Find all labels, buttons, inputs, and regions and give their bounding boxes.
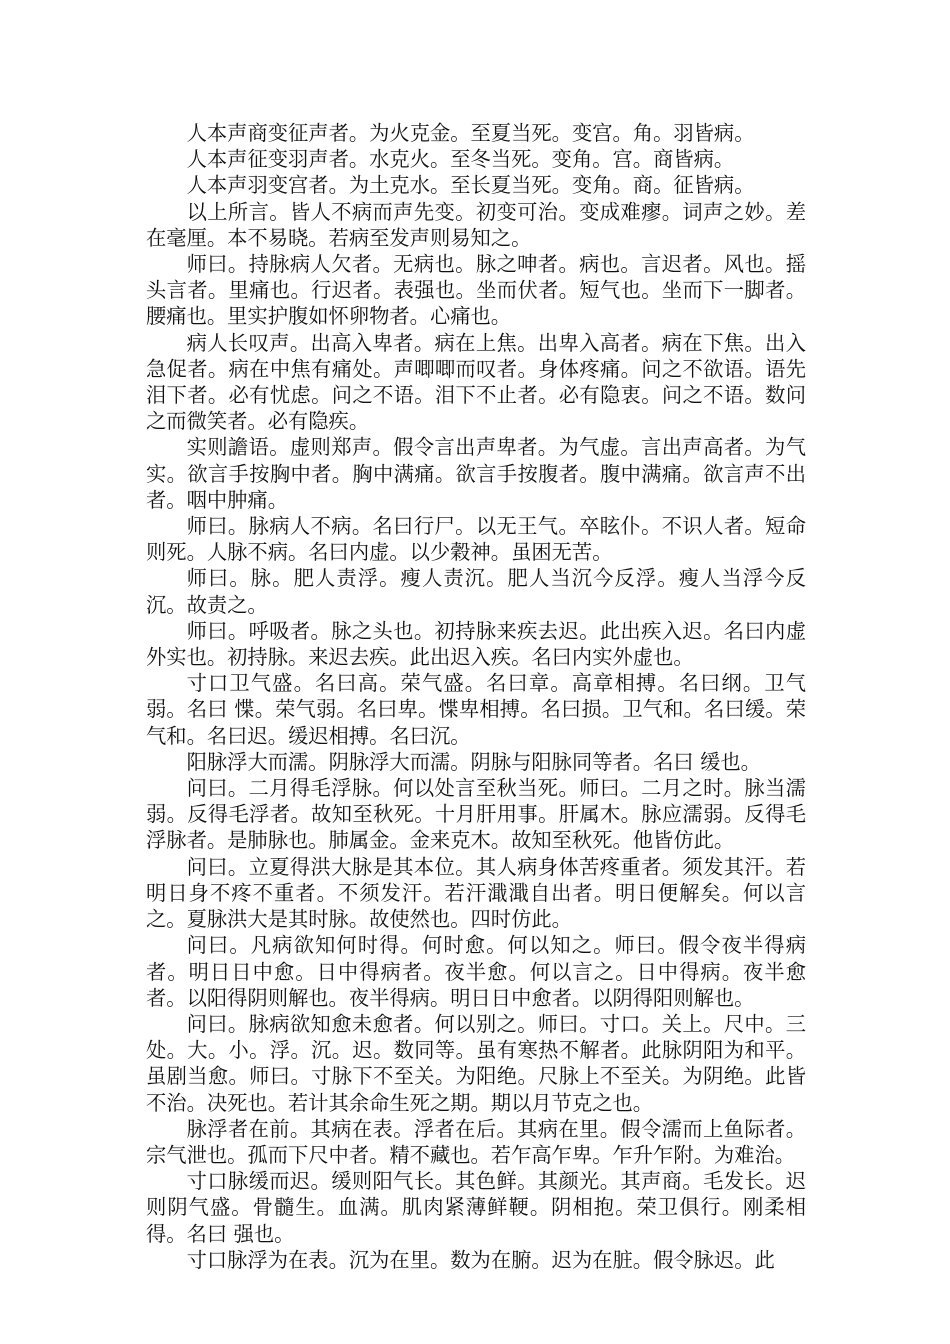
paragraph: 问曰。凡病欲知何时得。何时愈。何以知之。师曰。假令夜半得病者。明日日中愈。日中得病者。夜半愈。何以言之。日中得病。夜半愈者。以阳得阴则解也。夜半得病。明日日中愈者。以阴得阳则解也。 xyxy=(146,933,806,1010)
paragraph: 阳脉浮大而濡。阴脉浮大而濡。阴脉与阳脉同等者。名曰 缓也。 xyxy=(186,749,761,774)
paragraph: 师曰。脉病人不病。名曰行尸。以无王气。卒眩仆。不识人者。短命则死。人脉不病。名曰内虚。以少穀神。虽困无苦。 xyxy=(146,514,806,565)
paragraph: 寸口脉浮为在表。沉为在里。数为在腑。迟为在脏。假令脉迟。此 xyxy=(186,1247,775,1272)
paragraph: 人本声征变羽声者。水克火。至冬当死。变角。宫。商皆病。 xyxy=(186,147,735,172)
paragraph: 问曰。二月得毛浮脉。何以处言至秋当死。师曰。二月之时。脉当濡弱。反得毛浮者。故知至秋死。十月肝用事。肝属木。脉应濡弱。反得毛浮脉者。是肺脉也。肺属金。金来克木。故知至秋死。他皆仿此。 xyxy=(146,776,806,853)
paragraph: 问曰。立夏得洪大脉是其本位。其人病身体苦疼重者。须发其汗。若明日身不疼不重者。不须发汗。若汗濈濈自出者。明日便解矣。何以言之。夏脉洪大是其时脉。故使然也。四时仿此。 xyxy=(146,854,806,932)
paragraph: 实则譫语。虚则郑声。假令言出声卑者。为气虚。言出声高者。为气实。欲言手按胸中者。胸中满痛。欲言手按腹者。腹中满痛。欲言声不出者。咽中肿痛。 xyxy=(146,435,806,512)
paragraph: 寸口脉缓而迟。缓则阳气长。其色鲜。其颜光。其声商。毛发长。迟则阴气盛。骨髓生。血满。肌肉紧薄鲜鞕。阴相抱。荣卫俱行。刚柔相得。名曰 强也。 xyxy=(146,1169,806,1246)
paragraph: 问曰。脉病欲知愈未愈者。何以别之。师曰。寸口。关上。尺中。三处。大。小。浮。沉。迟。数同等。虽有寒热不解者。此脉阴阳为和平。虽剧当愈。师曰。寸脉下不至关。为阳绝。尺脉上不至关。为阴绝。此皆不治。决死也。若计其余命生死之期。期以月节克之也。 xyxy=(146,1011,806,1115)
document-page xyxy=(146,120,806,1273)
paragraph: 以上所言。皆人不病而声先变。初变可治。变成难瘳。词声之妙。差在毫厘。本不易晓。若病至发声则易知之。 xyxy=(146,199,806,250)
paragraph: 病人长叹声。出高入卑者。病在上焦。出卑入高者。病在下焦。出入急促者。病在中焦有痛处。声唧唧而叹者。身体疼痛。问之不欲语。语先泪下者。必有忧虑。问之不语。泪下不止者。必有隐衷。问之不语。数问之而微笑者。必有隐疾。 xyxy=(146,330,806,434)
paragraph: 师曰。脉。肥人责浮。瘦人责沉。肥人当沉今反浮。瘦人当浮今反沉。故责之。 xyxy=(146,566,806,617)
paragraph: 寸口卫气盛。名曰高。荣气盛。名曰章。高章相搏。名曰纲。卫气弱。名曰 惵。荣气弱。名曰卑。惵卑相搏。名曰损。卫气和。名曰缓。荣气和。名曰迟。缓迟相搏。名曰沉。 xyxy=(146,671,806,748)
paragraph: 师曰。持脉病人欠者。无病也。脉之呻者。病也。言迟者。风也。摇头言者。里痛也。行迟者。表强也。坐而伏者。短气也。坐而下一脚者。腰痛也。里实护腹如怀卵物者。心痛也。 xyxy=(146,252,806,329)
paragraph: 脉浮者在前。其病在表。浮者在后。其病在里。假令濡而上鱼际者。宗气泄也。孤而下尺中者。精不藏也。若乍高乍卑。乍升乍附。为难治。 xyxy=(146,1116,806,1167)
paragraph: 人本声羽变宫者。为土克水。至长夏当死。变角。商。征皆病。 xyxy=(186,173,755,198)
paragraph: 师曰。呼吸者。脉之头也。初持脉来疾去迟。此出疾入迟。名曰内虚外实也。初持脉。来迟去疾。此出迟入疾。名曰内实外虚也。 xyxy=(146,618,806,670)
paragraph: 人本声商变征声者。为火克金。至夏当死。变宫。角。羽皆病。 xyxy=(186,121,755,145)
